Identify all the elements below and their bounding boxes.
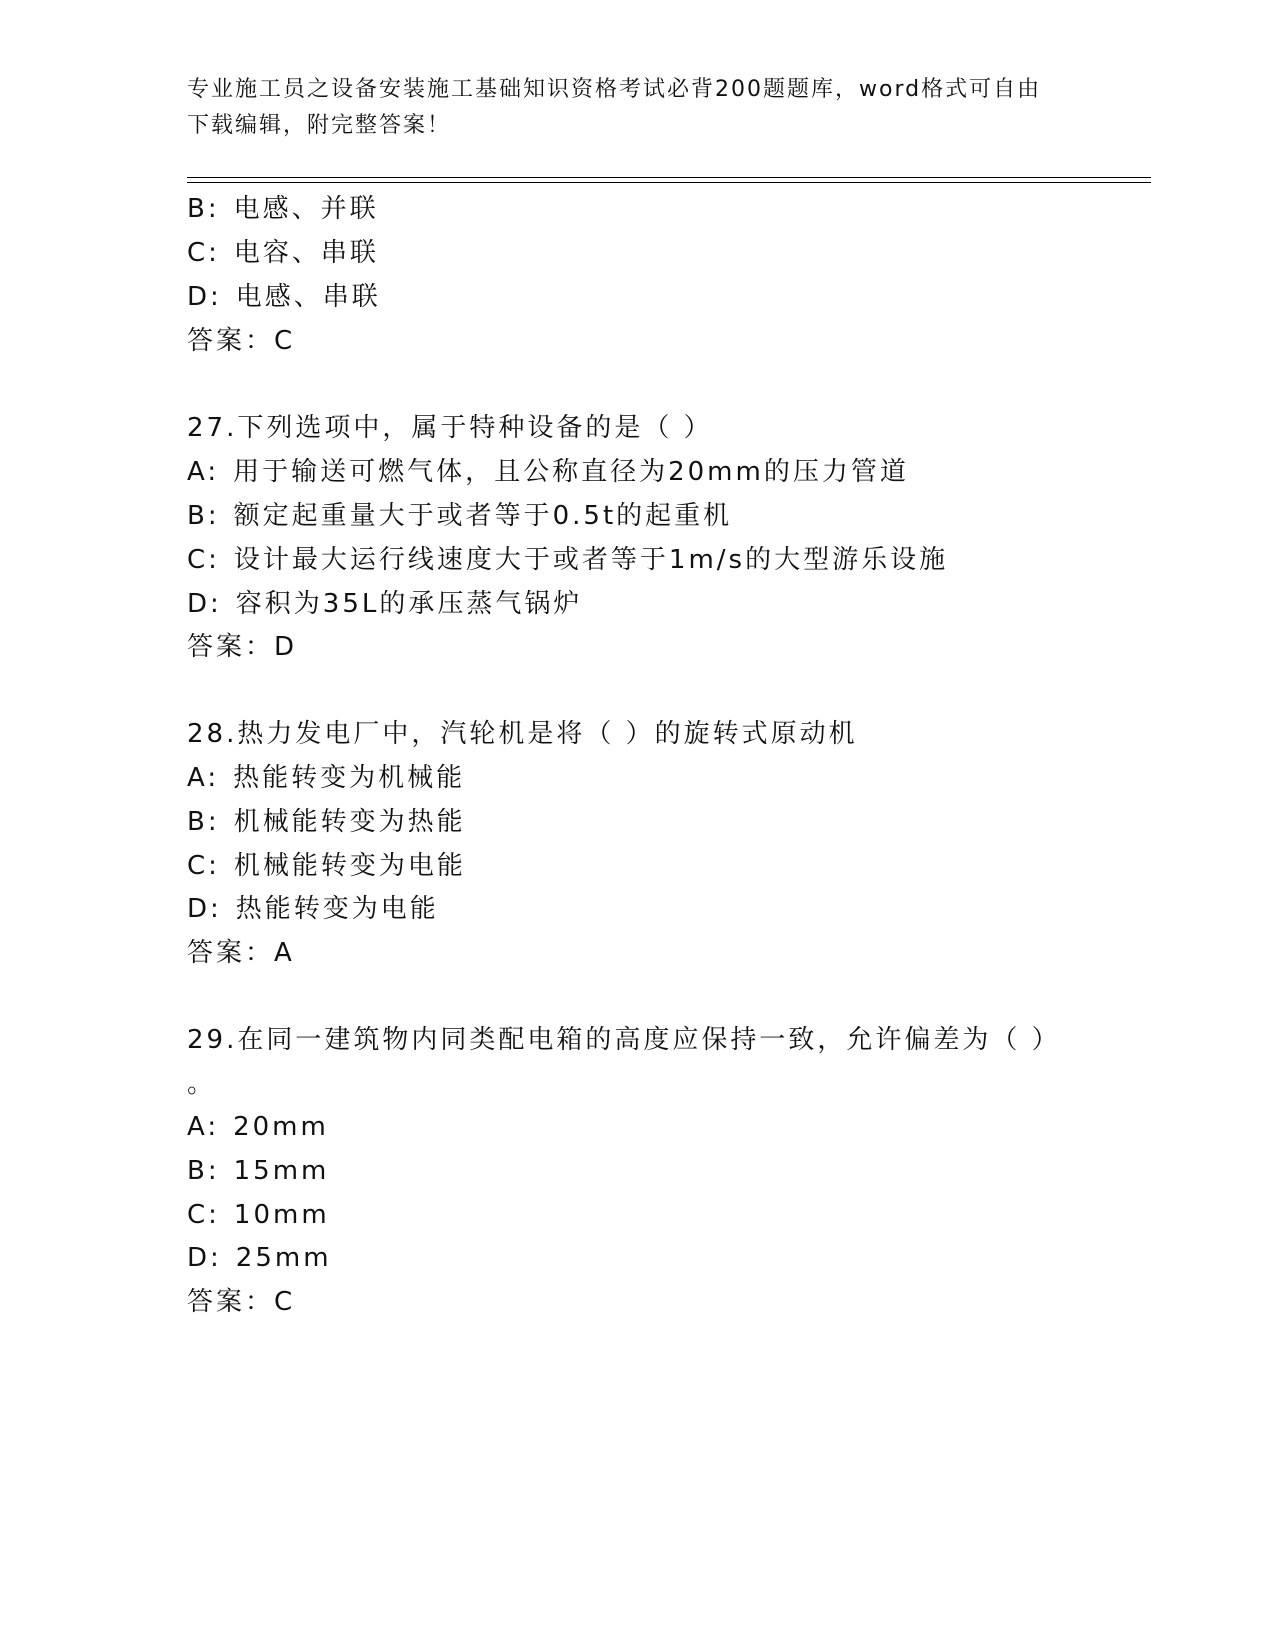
header-line-2: 下载编辑，附完整答案！ xyxy=(187,113,452,138)
option-c: C: 机械能转变为电能 xyxy=(187,851,466,881)
answer: 答案：A xyxy=(187,938,295,968)
answer: 答案：D xyxy=(187,632,298,662)
option-d: D: 25mm xyxy=(187,1243,332,1273)
option-b: B: 电感、并联 xyxy=(187,194,379,224)
option-c: C: 设计最大运行线速度大于或者等于1m/s的大型游乐设施 xyxy=(187,545,949,575)
option-c: C: 电容、串联 xyxy=(187,238,379,268)
question-stem: 29.在同一建筑物内同类配电箱的高度应保持一致，允许偏差为（ ） xyxy=(187,1025,1061,1055)
option-a: A: 用于输送可燃气体，且公称直径为20mm的压力管道 xyxy=(187,457,909,487)
option-c: C: 10mm xyxy=(187,1200,330,1230)
header-divider-top xyxy=(187,177,1151,178)
question-stem: 27.下列选项中，属于特种设备的是（ ） xyxy=(187,413,713,443)
header-line-1: 专业施工员之设备安装施工基础知识资格考试必背200题题库，word格式可自由 xyxy=(187,77,1042,102)
question-stem-continuation: 。 xyxy=(187,1069,217,1099)
answer: 答案：C xyxy=(187,326,296,356)
option-d: D: 容积为35L的承压蒸气锅炉 xyxy=(187,589,583,619)
document-header xyxy=(187,72,1067,144)
option-b: B: 15mm xyxy=(187,1156,330,1186)
option-a: A: 热能转变为机械能 xyxy=(187,763,466,793)
question-stem: 28.热力发电厂中，汽轮机是将（ ）的旋转式原动机 xyxy=(187,719,858,749)
option-b: B: 额定起重量大于或者等于0.5t的起重机 xyxy=(187,501,733,531)
answer: 答案：C xyxy=(187,1287,296,1317)
option-a: A: 20mm xyxy=(187,1112,329,1142)
header-divider-bottom xyxy=(187,182,1151,183)
option-b: B: 机械能转变为热能 xyxy=(187,807,466,837)
option-d: D: 热能转变为电能 xyxy=(187,894,439,924)
option-d: D: 电感、串联 xyxy=(187,282,381,312)
